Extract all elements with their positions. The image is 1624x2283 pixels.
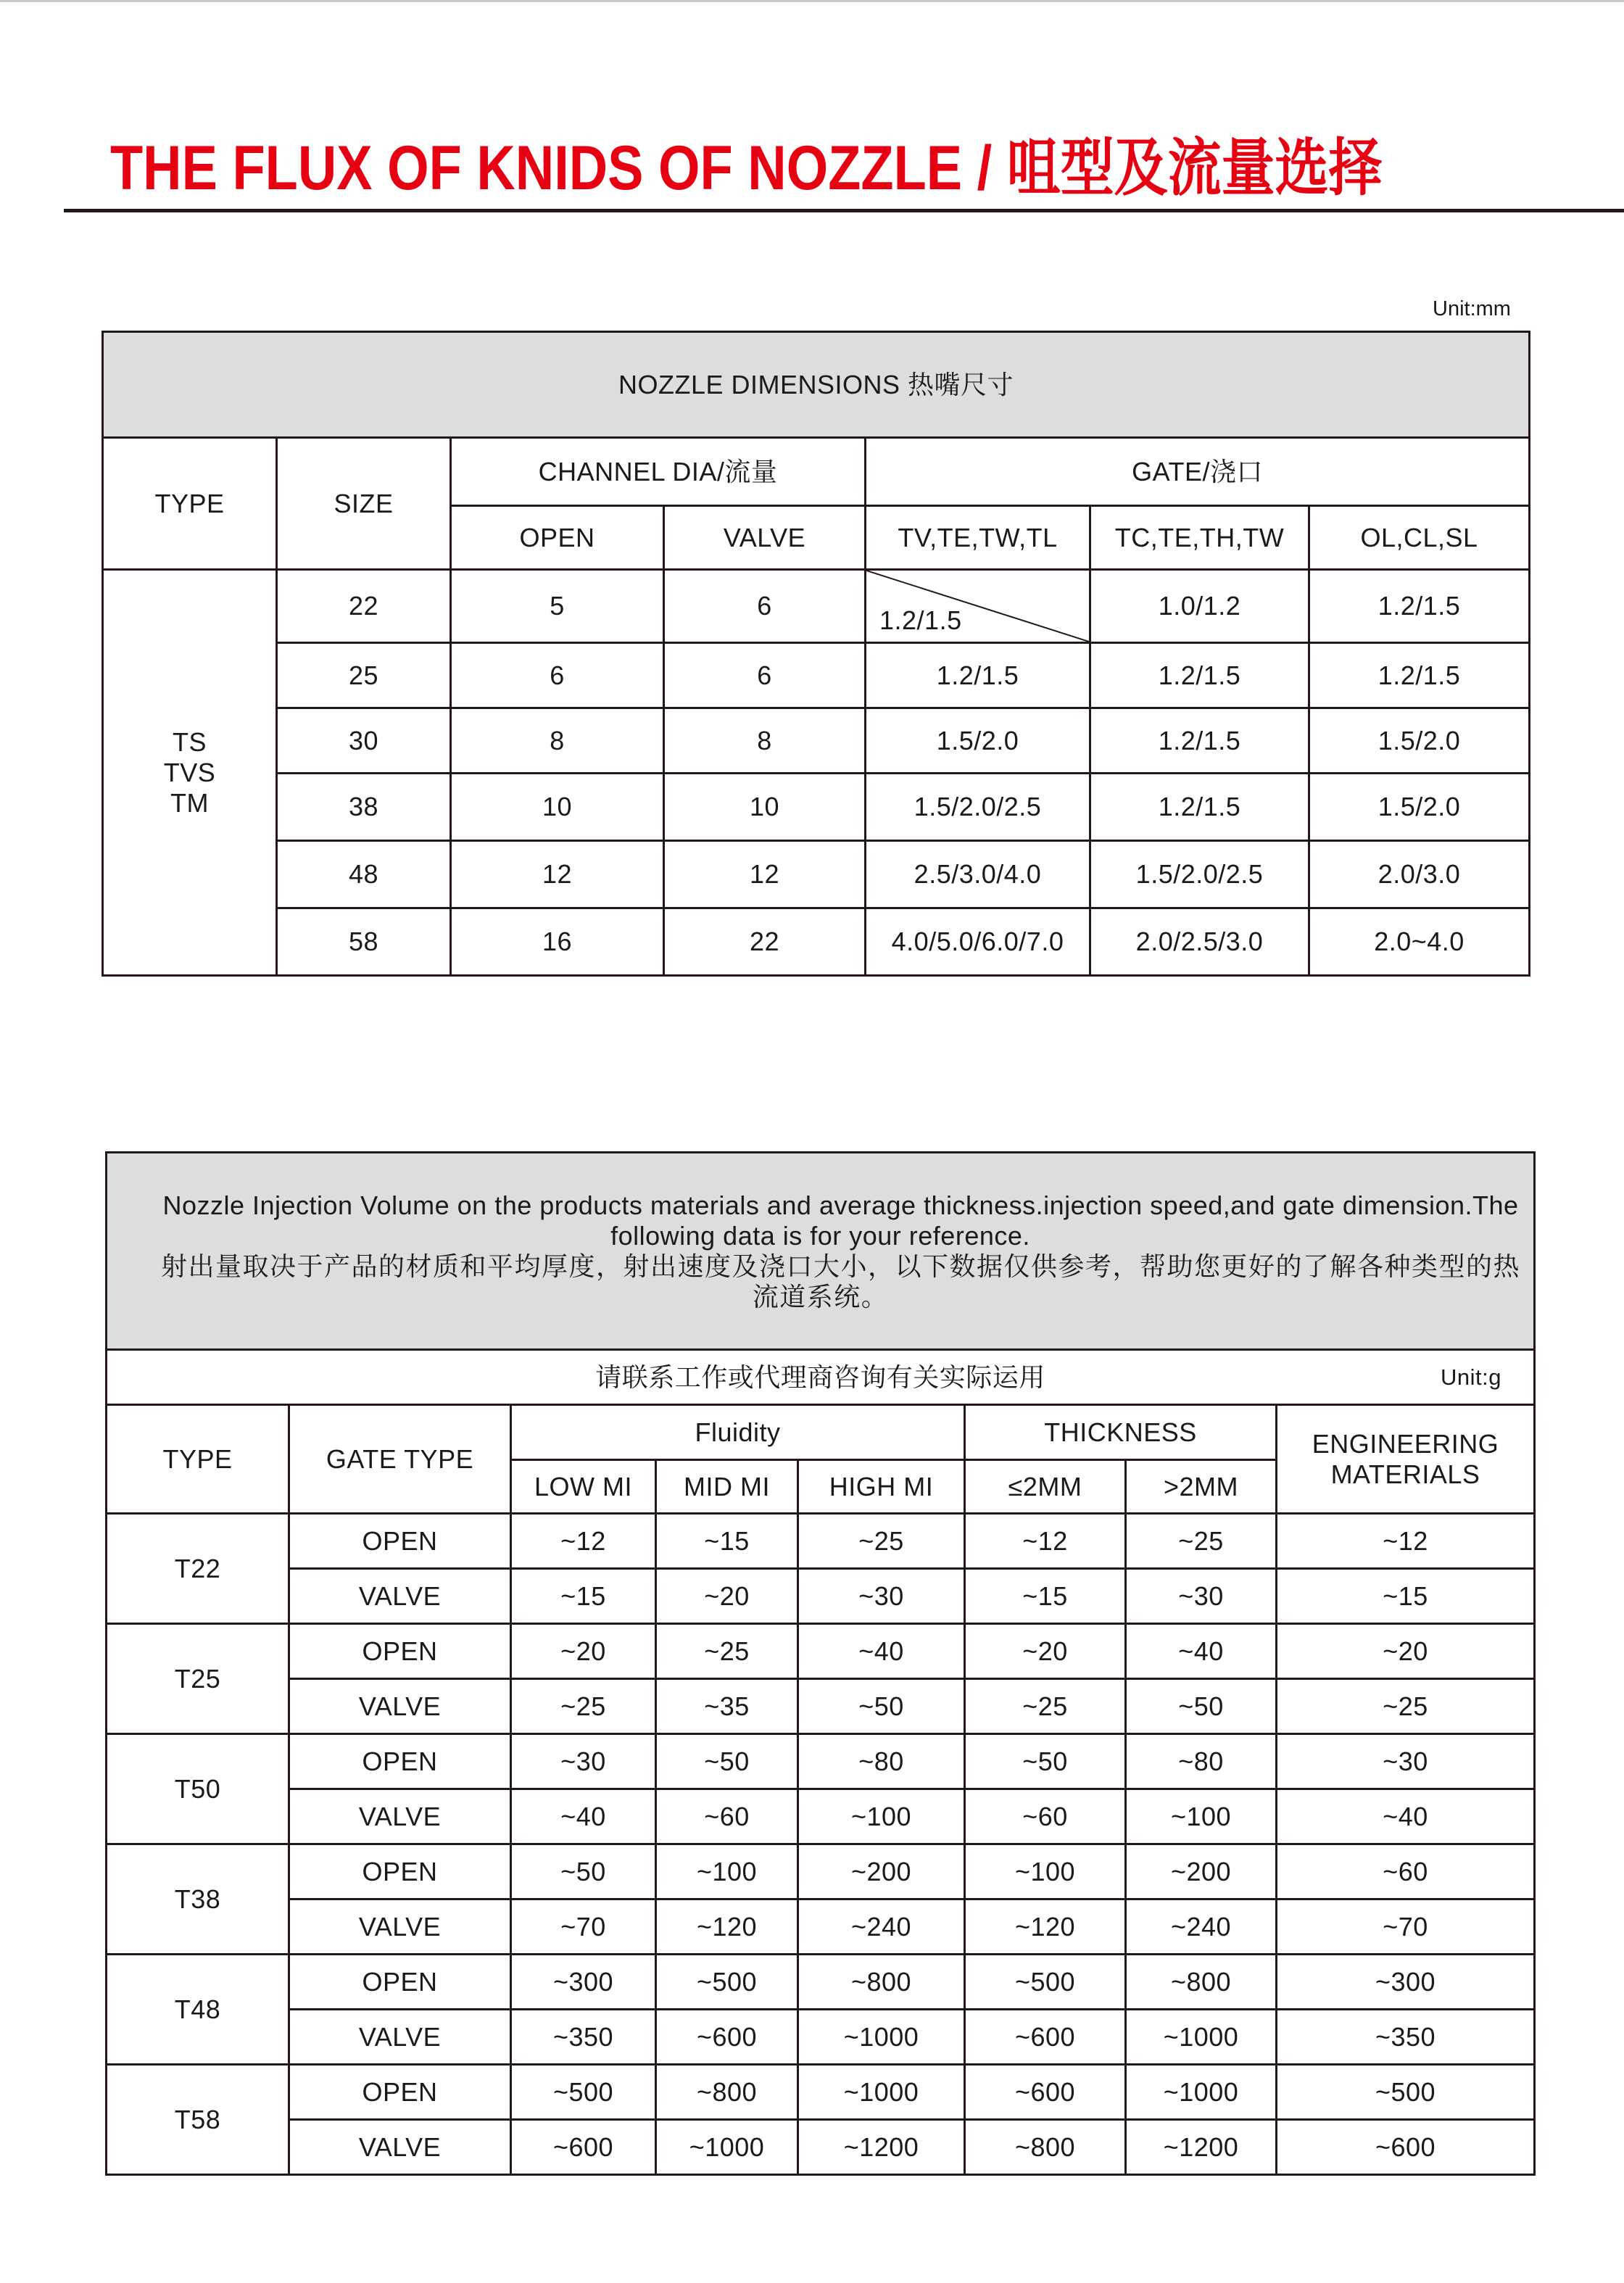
table-row <box>107 2120 1535 2175</box>
gate-type-cell: OPEN <box>289 1514 511 1569</box>
mid-mi-cell: ~20 <box>656 1569 798 1624</box>
size-cell: 22 <box>277 570 451 643</box>
thickness-le2-cell: ~20 <box>965 1624 1126 1679</box>
contact-note: 请联系工作或代理商咨询有关实际运用 <box>595 1362 1045 1392</box>
thickness-le2-cell: ~500 <box>965 1955 1126 2010</box>
engineering-cell: ~600 <box>1277 2120 1535 2175</box>
table-row <box>107 1844 1535 1899</box>
low-mi-cell: ~300 <box>511 1955 656 2010</box>
size-cell: 30 <box>277 708 451 774</box>
size-cell: 48 <box>277 841 451 908</box>
thickness-le2-cell: ~100 <box>965 1844 1126 1899</box>
gate-c-cell: 1.2/1.5 <box>1309 570 1530 643</box>
high-mi-cell: ~1000 <box>798 2010 965 2065</box>
valve-cell: 8 <box>664 708 866 774</box>
low-mi-cell: ~70 <box>511 1899 656 1955</box>
col-header-channel-dia: CHANNEL DIA/流量 <box>451 438 866 506</box>
table-row <box>107 1955 1535 2010</box>
table-row <box>107 1789 1535 1844</box>
size-cell: 58 <box>277 908 451 976</box>
top-border <box>0 0 1624 2</box>
thickness-gt2-cell: ~1200 <box>1126 2120 1277 2175</box>
table-row <box>107 2010 1535 2065</box>
mid-mi-cell: ~35 <box>656 1679 798 1734</box>
gate-a-cell: 1.5/2.0/2.5 <box>866 774 1090 841</box>
gate-b-cell: 1.5/2.0/2.5 <box>1090 841 1309 908</box>
col-header-gate-c: OL,CL,SL <box>1309 506 1530 570</box>
mid-mi-cell: ~1000 <box>656 2120 798 2175</box>
thickness-le2-cell: ~600 <box>965 2065 1126 2120</box>
gate-a-cell-diagonal <box>866 570 1090 643</box>
gate-b-cell: 1.2/1.5 <box>1090 708 1309 774</box>
high-mi-cell: ~25 <box>798 1514 965 1569</box>
gate-type-cell: VALVE <box>289 1569 511 1624</box>
engineering-cell: ~20 <box>1277 1624 1535 1679</box>
thickness-gt2-cell: ~200 <box>1126 1844 1277 1899</box>
type-cell: T22 <box>107 1514 289 1624</box>
col-header-gate: GATE/浇口 <box>866 438 1530 506</box>
table-row <box>107 1734 1535 1789</box>
col-header-type: TYPE <box>103 438 277 570</box>
mid-mi-cell: ~600 <box>656 2010 798 2065</box>
engineering-cell: ~15 <box>1277 1569 1535 1624</box>
eng-header-line: ENGINEERING <box>1312 1428 1499 1459</box>
volume-unit-label: Unit:g <box>1441 1364 1501 1390</box>
engineering-cell: ~350 <box>1277 2010 1535 2065</box>
gate-type-cell: OPEN <box>289 1624 511 1679</box>
col-header-thickness: THICKNESS <box>965 1405 1277 1460</box>
type-line: TM <box>170 787 209 818</box>
dimensions-unit-label: Unit:mm <box>1433 297 1511 320</box>
table-row <box>103 708 1530 774</box>
gate-b-cell: 1.2/1.5 <box>1090 643 1309 708</box>
type-group-cell <box>103 570 277 976</box>
eng-header-line: MATERIALS <box>1330 1459 1480 1489</box>
mid-mi-cell: ~60 <box>656 1789 798 1844</box>
col-header-high-mi: HIGH MI <box>798 1460 965 1514</box>
type-cell: T50 <box>107 1734 289 1844</box>
gate-type-cell: VALVE <box>289 1679 511 1734</box>
high-mi-cell: ~1000 <box>798 2065 965 2120</box>
engineering-cell: ~70 <box>1277 1899 1535 1955</box>
low-mi-cell: ~30 <box>511 1734 656 1789</box>
size-cell: 38 <box>277 774 451 841</box>
type-cell: T48 <box>107 1955 289 2065</box>
intro-panel <box>107 1153 1535 1350</box>
mid-mi-cell: ~100 <box>656 1844 798 1899</box>
thickness-le2-cell: ~50 <box>965 1734 1126 1789</box>
engineering-cell: ~25 <box>1277 1679 1535 1734</box>
dimensions-table-title: NOZZLE DIMENSIONS 热嘴尺寸 <box>103 332 1530 438</box>
low-mi-cell: ~40 <box>511 1789 656 1844</box>
gate-type-cell: OPEN <box>289 1955 511 2010</box>
table-row <box>107 1899 1535 1955</box>
table-row <box>103 841 1530 908</box>
col-header-low-mi: LOW MI <box>511 1460 656 1514</box>
low-mi-cell: ~50 <box>511 1844 656 1899</box>
open-cell: 6 <box>451 643 664 708</box>
open-cell: 8 <box>451 708 664 774</box>
gate-a-cell: 1.5/2.0 <box>866 708 1090 774</box>
thickness-gt2-cell: ~30 <box>1126 1569 1277 1624</box>
mid-mi-cell: ~800 <box>656 2065 798 2120</box>
low-mi-cell: ~600 <box>511 2120 656 2175</box>
thickness-gt2-cell: ~800 <box>1126 1955 1277 2010</box>
mid-mi-cell: ~50 <box>656 1734 798 1789</box>
title-underline <box>64 209 1624 212</box>
table-row <box>107 1569 1535 1624</box>
table-row <box>107 1624 1535 1679</box>
type-line: TS <box>172 726 207 757</box>
low-mi-cell: ~500 <box>511 2065 656 2120</box>
valve-cell: 12 <box>664 841 866 908</box>
col-header-gate-a: TV,TE,TW,TL <box>866 506 1090 570</box>
table-row <box>103 643 1530 708</box>
gate-c-cell: 1.2/1.5 <box>1309 643 1530 708</box>
high-mi-cell: ~50 <box>798 1679 965 1734</box>
thickness-gt2-cell: ~240 <box>1126 1899 1277 1955</box>
thickness-gt2-cell: ~40 <box>1126 1624 1277 1679</box>
thickness-gt2-cell: ~1000 <box>1126 2010 1277 2065</box>
engineering-cell: ~300 <box>1277 1955 1535 2010</box>
col-header-engineering-materials <box>1277 1405 1535 1514</box>
type-line: TVS <box>163 757 216 787</box>
col-header-valve: VALVE <box>664 506 866 570</box>
thickness-le2-cell: ~800 <box>965 2120 1126 2175</box>
size-cell: 25 <box>277 643 451 708</box>
thickness-gt2-cell: ~50 <box>1126 1679 1277 1734</box>
gate-a-cell: 1.2/1.5 <box>866 643 1090 708</box>
high-mi-cell: ~80 <box>798 1734 965 1789</box>
gate-type-cell: VALVE <box>289 2010 511 2065</box>
gate-type-cell: OPEN <box>289 2065 511 2120</box>
gate-b-cell: 1.2/1.5 <box>1090 774 1309 841</box>
valve-cell: 6 <box>664 643 866 708</box>
thickness-le2-cell: ~15 <box>965 1569 1126 1624</box>
gate-a-cell: 4.0/5.0/6.0/7.0 <box>866 908 1090 976</box>
valve-cell: 6 <box>664 570 866 643</box>
valve-cell: 22 <box>664 908 866 976</box>
table-row <box>103 774 1530 841</box>
gate-c-cell: 2.0~4.0 <box>1309 908 1530 976</box>
mid-mi-cell: ~120 <box>656 1899 798 1955</box>
gate-type-cell: VALVE <box>289 1789 511 1844</box>
table-row <box>107 1679 1535 1734</box>
open-cell: 16 <box>451 908 664 976</box>
high-mi-cell: ~100 <box>798 1789 965 1844</box>
thickness-le2-cell: ~12 <box>965 1514 1126 1569</box>
engineering-cell: ~12 <box>1277 1514 1535 1569</box>
gate-type-cell: OPEN <box>289 1844 511 1899</box>
contact-note-row <box>107 1350 1535 1405</box>
low-mi-cell: ~20 <box>511 1624 656 1679</box>
table-row <box>103 908 1530 976</box>
type-cell: T25 <box>107 1624 289 1734</box>
gate-b-cell: 2.0/2.5/3.0 <box>1090 908 1309 976</box>
col-header-gate-b: TC,TE,TH,TW <box>1090 506 1309 570</box>
thickness-le2-cell: ~120 <box>965 1899 1126 1955</box>
mid-mi-cell: ~15 <box>656 1514 798 1569</box>
nozzle-dimensions-table <box>102 331 1530 977</box>
injection-volume-table <box>105 1151 1536 2176</box>
col-header-fluidity: Fluidity <box>511 1405 965 1460</box>
engineering-cell: ~30 <box>1277 1734 1535 1789</box>
low-mi-cell: ~25 <box>511 1679 656 1734</box>
mid-mi-cell: ~500 <box>656 1955 798 2010</box>
gate-a-cell: 2.5/3.0/4.0 <box>866 841 1090 908</box>
thickness-gt2-cell: ~100 <box>1126 1789 1277 1844</box>
gate-type-cell: VALVE <box>289 1899 511 1955</box>
thickness-gt2-cell: ~25 <box>1126 1514 1277 1569</box>
gate-c-cell: 1.5/2.0 <box>1309 774 1530 841</box>
open-cell: 5 <box>451 570 664 643</box>
low-mi-cell: ~15 <box>511 1569 656 1624</box>
thickness-le2-cell: ~25 <box>965 1679 1126 1734</box>
open-cell: 10 <box>451 774 664 841</box>
intro-chinese: 射出量取决于产品的材质和平均厚度，射出速度及浇口大小，以下数据仅供参考，帮助您更好的了解各种类型的热流道系统。 <box>160 1251 1520 1312</box>
mid-mi-cell: ~25 <box>656 1624 798 1679</box>
page-title: THE FLUX OF KNIDS OF NOZZLE / 咀型及流量选择 <box>110 133 1383 203</box>
valve-cell: 10 <box>664 774 866 841</box>
low-mi-cell: ~350 <box>511 2010 656 2065</box>
high-mi-cell: ~30 <box>798 1569 965 1624</box>
table-row <box>103 570 1530 643</box>
col-header-mid-mi: MID MI <box>656 1460 798 1514</box>
gate-b-cell: 1.0/1.2 <box>1090 570 1309 643</box>
col-header-gate-type: GATE TYPE <box>289 1405 511 1514</box>
engineering-cell: ~60 <box>1277 1844 1535 1899</box>
type-cell: T38 <box>107 1844 289 1955</box>
thickness-le2-cell: ~600 <box>965 2010 1126 2065</box>
gate-a-value: 1.2/1.5 <box>879 605 962 635</box>
thickness-gt2-cell: ~1000 <box>1126 2065 1277 2120</box>
col-header-open: OPEN <box>451 506 664 570</box>
high-mi-cell: ~240 <box>798 1899 965 1955</box>
intro-english: Nozzle Injection Volume on the products materials and average thickness.injection speed,and gate dimension.The following data is for your reference. <box>162 1190 1519 1251</box>
high-mi-cell: ~1200 <box>798 2120 965 2175</box>
type-cell: T58 <box>107 2065 289 2175</box>
gate-type-cell: OPEN <box>289 1734 511 1789</box>
thickness-gt2-cell: ~80 <box>1126 1734 1277 1789</box>
col-header-thickness-gt2: >2MM <box>1126 1460 1277 1514</box>
gate-type-cell: VALVE <box>289 2120 511 2175</box>
gate-c-cell: 1.5/2.0 <box>1309 708 1530 774</box>
high-mi-cell: ~40 <box>798 1624 965 1679</box>
low-mi-cell: ~12 <box>511 1514 656 1569</box>
table-row <box>107 1514 1535 1569</box>
gate-c-cell: 2.0/3.0 <box>1309 841 1530 908</box>
col-header-type: TYPE <box>107 1405 289 1514</box>
engineering-cell: ~500 <box>1277 2065 1535 2120</box>
engineering-cell: ~40 <box>1277 1789 1535 1844</box>
col-header-thickness-le2: ≤2MM <box>965 1460 1126 1514</box>
thickness-le2-cell: ~60 <box>965 1789 1126 1844</box>
col-header-size: SIZE <box>277 438 451 570</box>
high-mi-cell: ~800 <box>798 1955 965 2010</box>
open-cell: 12 <box>451 841 664 908</box>
high-mi-cell: ~200 <box>798 1844 965 1899</box>
table-row <box>107 2065 1535 2120</box>
